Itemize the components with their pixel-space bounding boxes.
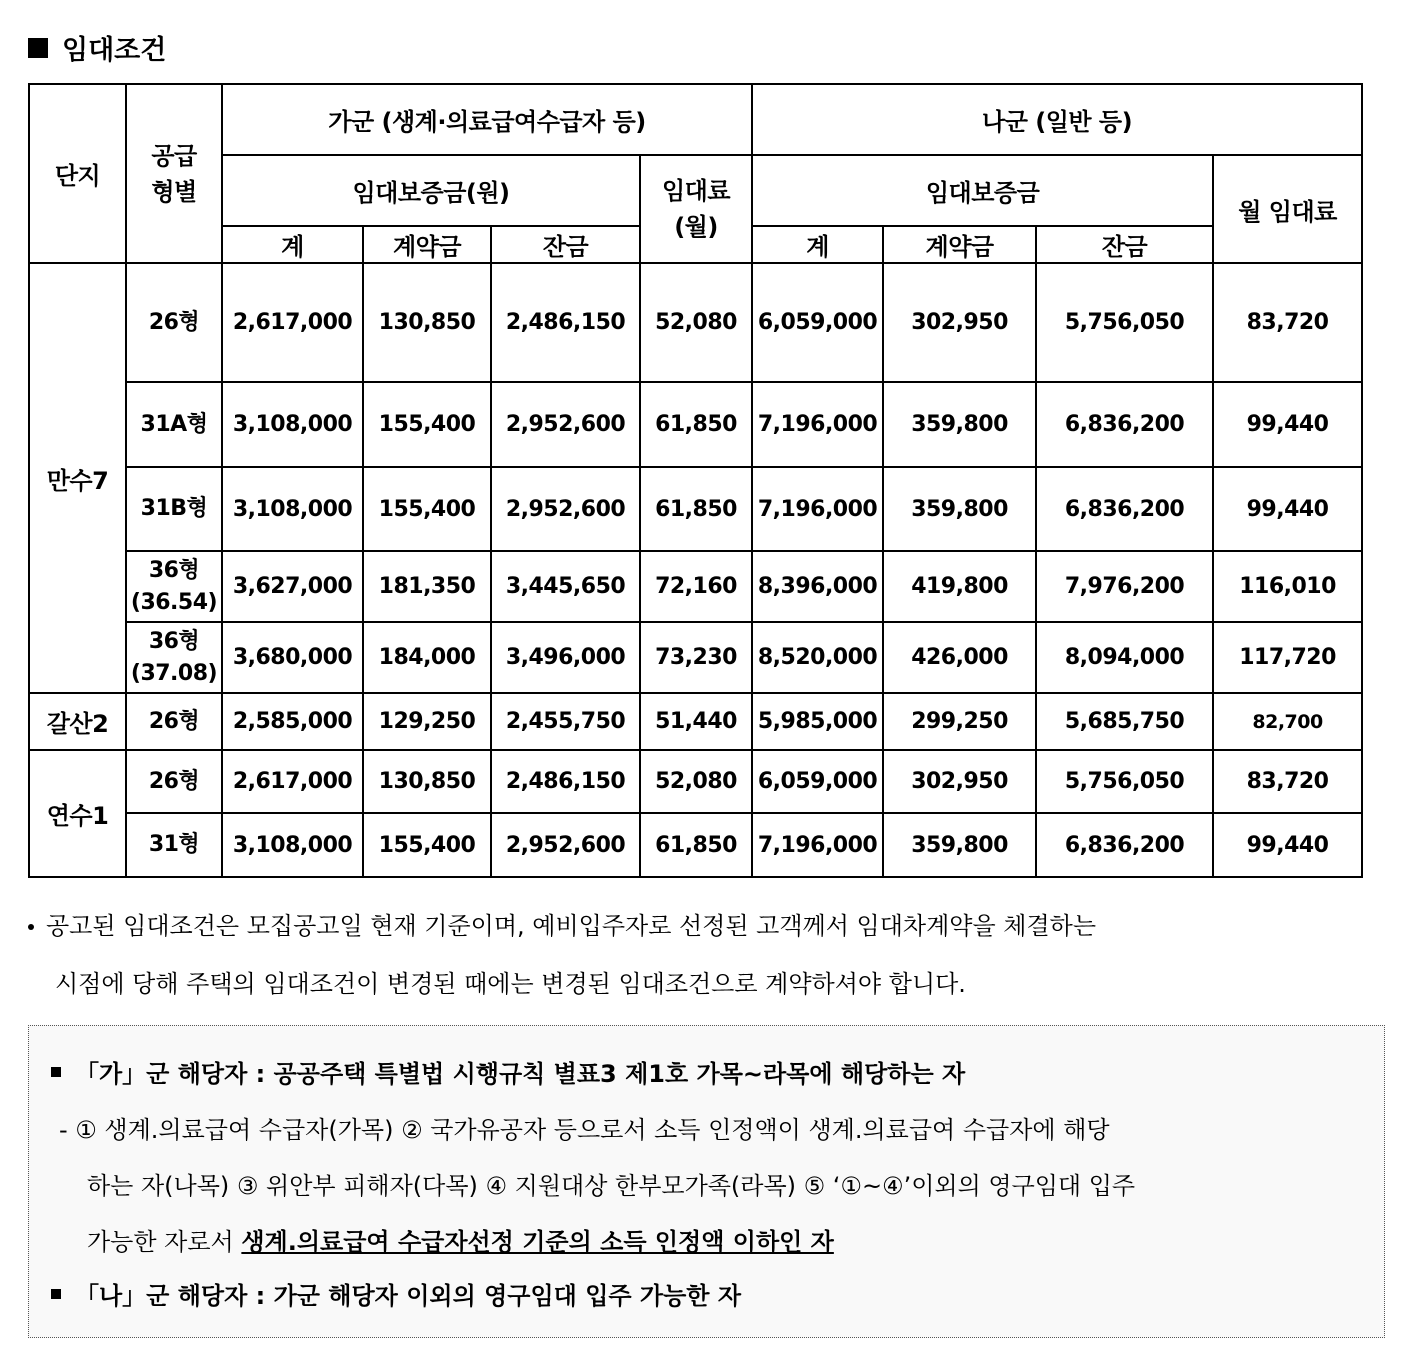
a-contract-cell: 130,850 xyxy=(363,263,491,382)
b-contract-cell: 419,800 xyxy=(883,551,1036,622)
a-rent-cell: 52,080 xyxy=(640,263,752,382)
header-group-b: 나군 (일반 등) xyxy=(752,84,1362,155)
a-rent-cell: 73,230 xyxy=(640,622,752,693)
b-total-cell: 8,396,000 xyxy=(752,551,883,622)
a-total-cell: 3,627,000 xyxy=(222,551,363,622)
a-balance-cell: 2,455,750 xyxy=(491,693,640,750)
group-a-income-criterion: 생계.의료급여 수급자선정 기준의 소득 인정액 이하인 자 xyxy=(241,1228,834,1256)
a-contract-cell: 155,400 xyxy=(363,467,491,551)
notice-line-1: 공고된 임대조건은 모집공고일 현재 기준이며, 예비입주자로 선정된 고객께서 임대차계약을 체결하는 xyxy=(46,912,1097,940)
header-deposit-b: 임대보증금 xyxy=(752,155,1213,226)
table-row xyxy=(29,263,1362,382)
danji-cell: 만수7 xyxy=(29,263,126,693)
b-rent-cell: 99,440 xyxy=(1213,813,1362,877)
b-balance-cell: 5,756,050 xyxy=(1036,263,1213,382)
header-b-balance: 잔금 xyxy=(1036,226,1213,263)
square-bullet-icon xyxy=(28,38,48,58)
b-rent-cell: 99,440 xyxy=(1213,382,1362,467)
a-balance-cell: 2,952,600 xyxy=(491,382,640,467)
type-cell: 31A형 xyxy=(126,382,222,467)
type-cell: 26형 xyxy=(126,750,222,813)
b-rent-cell: 82,700 xyxy=(1213,693,1362,750)
b-balance-cell: 6,836,200 xyxy=(1036,382,1213,467)
a-total-cell: 3,680,000 xyxy=(222,622,363,693)
header-rent-b: 월 임대료 xyxy=(1213,155,1362,263)
group-b-heading xyxy=(51,1276,741,1311)
table-row xyxy=(29,750,1362,813)
type-cell: 36형 (36.54) xyxy=(126,551,222,622)
b-rent-cell: 83,720 xyxy=(1213,263,1362,382)
group-a-description xyxy=(59,1102,1362,1270)
b-total-cell: 6,059,000 xyxy=(752,750,883,813)
header-group-a: 가군 (생계·의료급여수급자 등) xyxy=(222,84,752,155)
group-a-heading-text: 「가」군 해당자 : 공공주택 특별법 시행규칙 별표3 제1호 가목~라목에 해당하는 자 xyxy=(75,1060,966,1088)
b-contract-cell: 359,800 xyxy=(883,467,1036,551)
square-bullet-icon xyxy=(51,1067,61,1077)
a-rent-cell: 52,080 xyxy=(640,750,752,813)
b-balance-cell: 7,976,200 xyxy=(1036,551,1213,622)
header-b-total: 계 xyxy=(752,226,883,263)
type-cell: 26형 xyxy=(126,263,222,382)
b-rent-cell: 99,440 xyxy=(1213,467,1362,551)
section-title-text: 임대조건 xyxy=(62,35,167,66)
group-a-line-3 xyxy=(59,1214,1362,1270)
section-title xyxy=(28,28,166,67)
b-contract-cell: 359,800 xyxy=(883,813,1036,877)
header-rent-a: 임대료 (월) xyxy=(640,155,752,263)
a-balance-cell: 2,952,600 xyxy=(491,467,640,551)
a-contract-cell: 129,250 xyxy=(363,693,491,750)
a-balance-cell: 2,486,150 xyxy=(491,263,640,382)
b-balance-cell: 5,685,750 xyxy=(1036,693,1213,750)
b-balance-cell: 6,836,200 xyxy=(1036,467,1213,551)
table-row xyxy=(29,693,1362,750)
b-contract-cell: 359,800 xyxy=(883,382,1036,467)
a-balance-cell: 2,952,600 xyxy=(491,813,640,877)
a-contract-cell: 181,350 xyxy=(363,551,491,622)
group-a-line-3-text: 가능한 자로서 xyxy=(87,1228,242,1256)
b-contract-cell: 299,250 xyxy=(883,693,1036,750)
a-contract-cell: 155,400 xyxy=(363,813,491,877)
eligibility-box xyxy=(28,1025,1385,1338)
b-rent-cell: 83,720 xyxy=(1213,750,1362,813)
group-b-heading-text: 「나」군 해당자 : 가군 해당자 이외의 영구임대 입주 가능한 자 xyxy=(75,1282,742,1310)
a-total-cell: 3,108,000 xyxy=(222,382,363,467)
a-total-cell: 3,108,000 xyxy=(222,467,363,551)
danji-cell: 갈산2 xyxy=(29,693,126,750)
b-total-cell: 8,520,000 xyxy=(752,622,883,693)
bullet-dot-icon xyxy=(28,924,34,930)
type-cell: 26형 xyxy=(126,693,222,750)
table-body xyxy=(29,263,1362,877)
table-row xyxy=(29,467,1362,551)
b-balance-cell: 8,094,000 xyxy=(1036,622,1213,693)
a-total-cell: 2,617,000 xyxy=(222,263,363,382)
b-total-cell: 7,196,000 xyxy=(752,382,883,467)
a-total-cell: 2,617,000 xyxy=(222,750,363,813)
a-contract-cell: 155,400 xyxy=(363,382,491,467)
b-balance-cell: 5,756,050 xyxy=(1036,750,1213,813)
a-rent-cell: 61,850 xyxy=(640,382,752,467)
a-balance-cell: 3,496,000 xyxy=(491,622,640,693)
header-a-total: 계 xyxy=(222,226,363,263)
header-danji: 단지 xyxy=(29,84,126,263)
b-total-cell: 6,059,000 xyxy=(752,263,883,382)
a-contract-cell: 184,000 xyxy=(363,622,491,693)
group-a-heading xyxy=(51,1054,965,1089)
notice-paragraph xyxy=(28,897,1388,1013)
type-cell: 31B형 xyxy=(126,467,222,551)
table-row xyxy=(29,551,1362,622)
header-b-contract: 계약금 xyxy=(883,226,1036,263)
a-rent-cell: 61,850 xyxy=(640,467,752,551)
b-contract-cell: 302,950 xyxy=(883,263,1036,382)
a-total-cell: 3,108,000 xyxy=(222,813,363,877)
notice-line-2: 시점에 당해 주택의 임대조건이 변경된 때에는 변경된 임대조건으로 계약하셔야 합니다. xyxy=(55,970,966,998)
header-deposit-a: 임대보증금(원) xyxy=(222,155,640,226)
table-row xyxy=(29,382,1362,467)
a-rent-cell: 61,850 xyxy=(640,813,752,877)
b-rent-cell: 116,010 xyxy=(1213,551,1362,622)
header-type: 공급 형별 xyxy=(126,84,222,263)
b-total-cell: 7,196,000 xyxy=(752,813,883,877)
rental-conditions-table xyxy=(28,83,1363,878)
b-balance-cell: 6,836,200 xyxy=(1036,813,1213,877)
table-row xyxy=(29,622,1362,693)
a-balance-cell: 2,486,150 xyxy=(491,750,640,813)
header-a-balance: 잔금 xyxy=(491,226,640,263)
b-contract-cell: 426,000 xyxy=(883,622,1036,693)
group-a-line-2: 하는 자(나목) ③ 위안부 피해자(다목) ④ 지원대상 한부모가족(라목) ⑤ ‘①~④’이외의 영구임대 입주 xyxy=(87,1172,1136,1200)
a-rent-cell: 72,160 xyxy=(640,551,752,622)
b-total-cell: 5,985,000 xyxy=(752,693,883,750)
table-row xyxy=(29,813,1362,877)
group-a-line-1: - ① 생계.의료급여 수급자(가목) ② 국가유공자 등으로서 소득 인정액이 생계.의료급여 수급자에 해당 xyxy=(59,1116,1110,1144)
square-bullet-icon xyxy=(51,1289,61,1299)
header-a-contract: 계약금 xyxy=(363,226,491,263)
b-rent-cell: 117,720 xyxy=(1213,622,1362,693)
b-total-cell: 7,196,000 xyxy=(752,467,883,551)
a-contract-cell: 130,850 xyxy=(363,750,491,813)
b-contract-cell: 302,950 xyxy=(883,750,1036,813)
a-rent-cell: 51,440 xyxy=(640,693,752,750)
type-cell: 36형 (37.08) xyxy=(126,622,222,693)
type-cell: 31형 xyxy=(126,813,222,877)
a-balance-cell: 3,445,650 xyxy=(491,551,640,622)
danji-cell: 연수1 xyxy=(29,750,126,877)
a-total-cell: 2,585,000 xyxy=(222,693,363,750)
